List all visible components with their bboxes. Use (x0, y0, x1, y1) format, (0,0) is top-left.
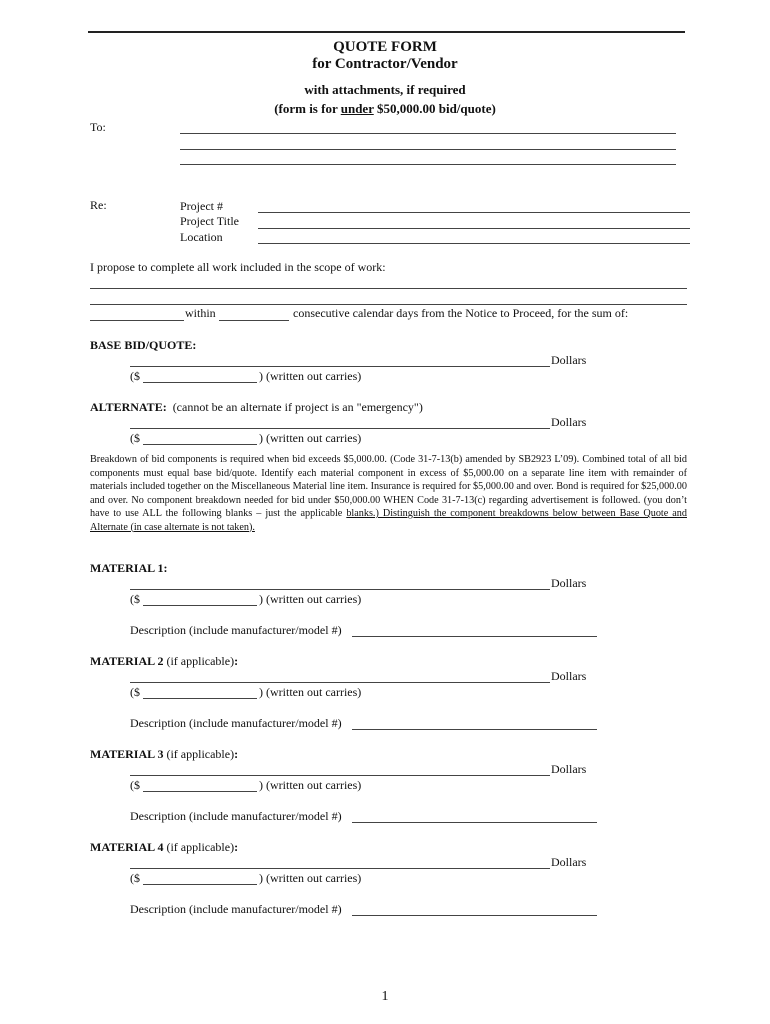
material-1-description-label: Description (include manufacturer/model #) (130, 623, 342, 637)
base-bid-dollar-open: ($ (130, 369, 140, 383)
material-1-description-field[interactable] (352, 636, 597, 637)
material-3-dollars-label: Dollars (551, 762, 587, 776)
base-bid-written-out: ) (written out carries) (259, 369, 362, 383)
material-2-amount-field[interactable] (143, 698, 257, 699)
material-4-written-line[interactable] (130, 868, 550, 869)
material-4-description-field[interactable] (352, 915, 597, 916)
material-4-description-label: Description (include manufacturer/model #) (130, 902, 342, 916)
material-2-description-field[interactable] (352, 729, 597, 730)
scope-line-1[interactable] (90, 288, 687, 289)
under-emphasis: under (340, 101, 374, 116)
project-number-field[interactable] (258, 212, 690, 213)
material-1-written-line[interactable] (130, 589, 550, 590)
material-4-applicable: (if applicable) (163, 840, 235, 854)
material-4-dollars-label: Dollars (551, 855, 587, 869)
material-2-colon: : (234, 654, 239, 668)
material-4-written-out: ) (written out carries) (259, 871, 362, 885)
material-3-heading (90, 748, 238, 760)
material-1-amount-field[interactable] (143, 605, 257, 606)
material-1-dollar-open: ($ (130, 592, 140, 606)
material-3-dollar-open: ($ (130, 778, 140, 792)
material-2-dollar-open: ($ (130, 685, 140, 699)
material-4-heading (90, 841, 238, 853)
material-2-applicable: (if applicable) (163, 654, 235, 668)
material-3-description-field[interactable] (352, 822, 597, 823)
alternate-dollar-open: ($ (130, 431, 140, 445)
within-label: within (185, 306, 216, 320)
project-number-label: Project # (180, 199, 223, 213)
material-2-label: MATERIAL 2 (90, 654, 164, 668)
material-3-applicable: (if applicable) (163, 747, 235, 761)
re-label: Re: (90, 198, 107, 212)
material-1-label: MATERIAL 1: (90, 561, 168, 575)
alternate-amount-field[interactable] (143, 444, 257, 445)
form-limit-note: (form is for under $50,000.00 bid/quote) (274, 101, 496, 116)
material-2-dollars-label: Dollars (551, 669, 587, 683)
to-line-2[interactable] (180, 149, 676, 150)
days-blank[interactable] (219, 320, 289, 321)
page-number: 1 (381, 989, 389, 1004)
alternate-dollars-label: Dollars (551, 415, 587, 429)
alternate-written-line[interactable] (130, 428, 550, 429)
material-2-heading (90, 655, 238, 667)
base-bid-written-line[interactable] (130, 366, 550, 367)
project-title-field[interactable] (258, 228, 690, 229)
form-title: QUOTE FORM (333, 39, 437, 55)
material-3-written-line[interactable] (130, 775, 550, 776)
material-3-description-label: Description (include manufacturer/model #) (130, 809, 342, 823)
material-2-written-line[interactable] (130, 682, 550, 683)
alternate-note: (cannot be an alternate if project is an "emergency") (172, 400, 423, 414)
material-2-written-out: ) (written out carries) (259, 685, 362, 699)
attachments-note: with attachments, if required (304, 82, 466, 97)
location-label: Location (180, 230, 223, 244)
material-3-colon: : (234, 747, 239, 761)
sum-blank[interactable] (90, 320, 184, 321)
material-1-dollars-label: Dollars (551, 576, 587, 590)
to-label: To: (90, 120, 106, 134)
proposal-intro: I propose to complete all work included in the scope of work: (90, 260, 386, 274)
material-4-colon: : (234, 840, 239, 854)
form-subtitle: for Contractor/Vendor (312, 56, 458, 72)
to-line-1[interactable] (180, 133, 676, 134)
material-3-amount-field[interactable] (143, 791, 257, 792)
alternate-label: ALTERNATE: (90, 400, 167, 414)
top-rule (88, 31, 685, 33)
material-2-description-label: Description (include manufacturer/model #) (130, 716, 342, 730)
breakdown-instructions: Breakdown of bid components is required when bid exceeds $5,000.00. (Code 31-7-13(b) amended by SB2923 L’09). Combined total of all bid components must equal base bid/quote. Identify each material component in excess of $5,000.00 on a separate line item with remainder of materials included together on the Miscellaneous Material line item. Insurance is required for $5,000.00 and over. Bond is required for $25,000.00 and over. No component breakdown needed for bid under $50,000.00 WHEN Code 31-7-13(c) regarding advertisement is followed. (you don’t have to use ALL the following blanks – just the applicable blanks.) Distinguish the component breakdowns below between Base Quote and Alternate (in case alternate is not taken). (90, 454, 687, 533)
breakdown-instructions-underlined: blanks.) Distinguish the component breakdowns below between Base Quote and Alternate (in case alternate is not taken). (90, 508, 687, 533)
to-line-3[interactable] (180, 164, 676, 165)
scope-line-2[interactable] (90, 304, 687, 305)
alternate-written-out: ) (written out carries) (259, 431, 362, 445)
project-title-label: Project Title (180, 214, 240, 228)
material-4-dollar-open: ($ (130, 871, 140, 885)
location-field[interactable] (258, 243, 690, 244)
material-4-label: MATERIAL 4 (90, 840, 164, 854)
base-bid-dollars-label: Dollars (551, 353, 587, 367)
base-bid-label: BASE BID/QUOTE: (90, 338, 197, 352)
material-3-written-out: ) (written out carries) (259, 778, 362, 792)
consecutive-days-text: consecutive calendar days from the Notice to Proceed, for the sum of: (293, 306, 629, 320)
base-bid-amount-field[interactable] (143, 382, 257, 383)
alternate-heading (90, 401, 423, 413)
material-1-written-out: ) (written out carries) (259, 592, 362, 606)
material-4-amount-field[interactable] (143, 884, 257, 885)
material-3-label: MATERIAL 3 (90, 747, 164, 761)
